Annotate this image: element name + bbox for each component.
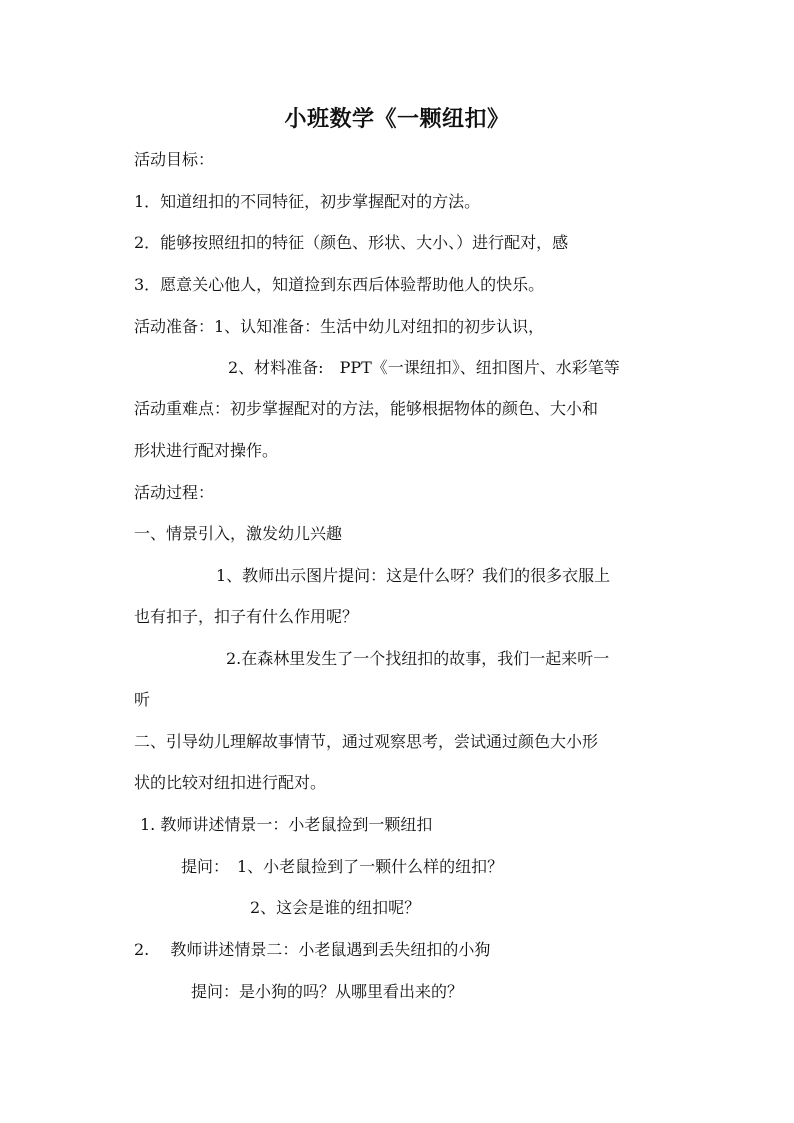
scene-2-question: 提问：是小狗的吗？从哪里看出来的？ (191, 982, 464, 1001)
scene-2-line: 2. 教师讲述情景二：小老鼠遇到丢失纽扣的小狗 (134, 940, 491, 959)
preparation-line-2: 2、材料准备: PPT《一课纽扣》、纽扣图片、水彩笔等 (228, 358, 620, 377)
key-points-line-1: 活动重难点：初步掌握配对的方法，能够根据物体的颜色、大小和 (134, 399, 599, 418)
section-heading-process: 活动过程： (134, 483, 215, 502)
process-part-2-heading-b: 状的比较对纽扣进行配对。 (134, 773, 327, 792)
section-heading-goals: 活动目标： (134, 150, 215, 169)
scene-1-line: 1. 教师讲述情景一：小老鼠捡到一颗纽扣 (140, 815, 433, 834)
process-part-1-step-2b: 听 (134, 690, 151, 709)
process-part-1-heading: 一、情景引入，激发幼儿兴趣 (134, 524, 343, 543)
process-part-1-step-1a: 1、教师出示图片提问：这是什么呀？我们的很多衣服上 (216, 566, 611, 585)
document-title: 小班数学《一颗纽扣》 (284, 106, 510, 132)
process-part-2-heading-a: 二、引导幼儿理解故事情节，通过观察思考，尝试通过颜色大小形 (134, 732, 599, 751)
process-part-1-step-2a: 2.在森林里发生了一个找纽扣的故事，我们一起来听一 (226, 649, 610, 668)
goal-item-1: 1．知道纽扣的不同特征，初步掌握配对的方法。 (134, 192, 481, 211)
scene-1-question-2: 2、这会是谁的纽扣呢？ (250, 898, 421, 917)
scene-1-question-1: 提问： 1、小老鼠捡到了一颗什么样的纽扣？ (181, 857, 504, 876)
goal-item-2: 2．能够按照纽扣的特征（颜色、形状、大小、）进行配对，感 (134, 233, 569, 252)
goal-item-3: 3．愿意关心他人，知道捡到东西后体验帮助他人的快乐。 (134, 275, 545, 294)
process-part-1-step-1b: 也有扣子，扣子有什么作用呢？ (134, 607, 359, 626)
preparation-line-1: 活动准备：1、认知准备：生活中幼儿对纽扣的初步认识， (134, 317, 545, 336)
key-points-line-2: 形状进行配对操作。 (134, 441, 279, 460)
